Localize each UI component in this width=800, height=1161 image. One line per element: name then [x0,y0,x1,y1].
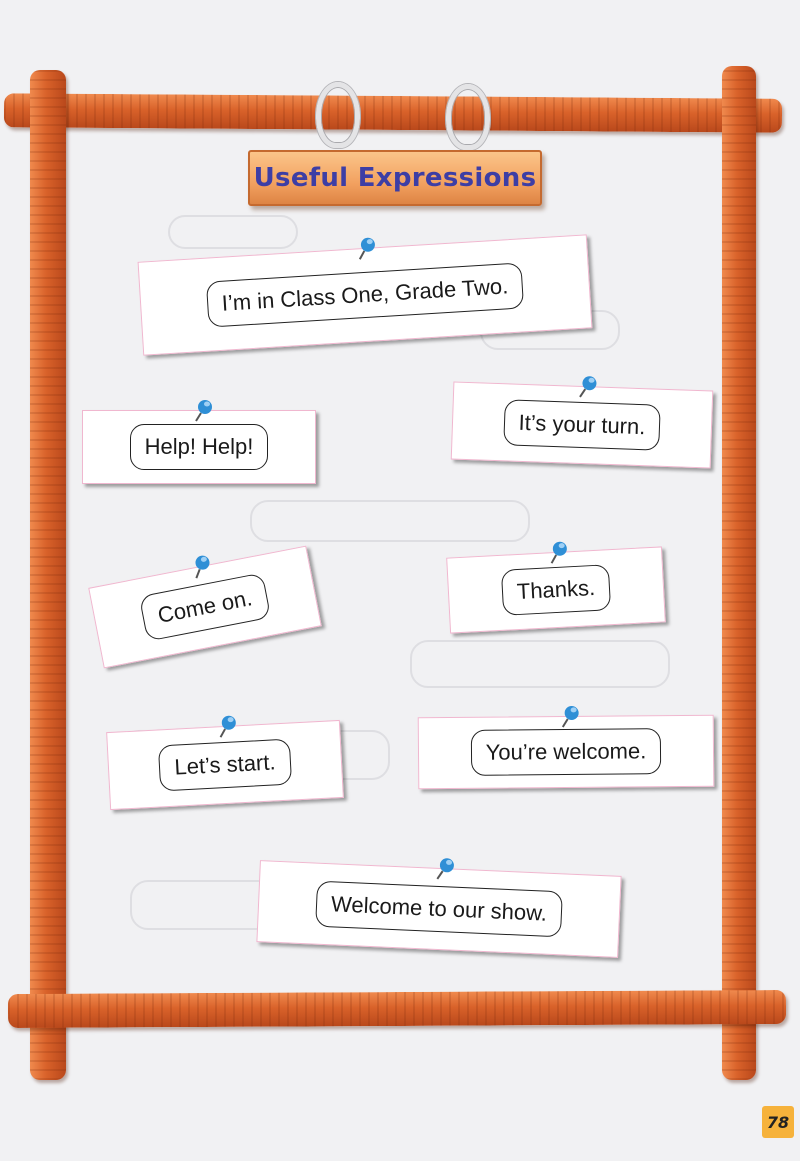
expression-card [256,860,621,958]
show-through [410,640,670,688]
expression-card [82,410,316,484]
push-pin-icon [186,548,219,581]
expression-text: It’s your turn. [503,399,661,450]
frame-bottom-beam [8,990,786,1028]
push-pin-icon [545,536,574,565]
show-through [168,215,298,249]
page-title: Useful Expressions [253,163,537,193]
expression-text: You’re welcome. [470,728,661,776]
push-pin-icon [353,232,383,262]
push-pin-icon [575,371,604,400]
frame-right-post [722,66,756,1080]
push-pin-icon [432,853,461,882]
expression-card [446,546,666,633]
expression-text: I’m in Class One, Grade Two. [205,262,524,327]
page-number: 78 [766,1112,790,1132]
expression-text: Thanks. [501,564,612,616]
expression-text: Help! Help! [130,424,269,470]
expression-card [418,715,715,790]
push-pin-icon [191,395,219,423]
show-through [250,500,530,542]
expression-text: Come on. [139,572,271,641]
page-number-badge [762,1106,794,1138]
hanging-ring-icon [446,84,490,150]
expression-text: Let’s start. [158,739,291,792]
expression-card [451,381,714,468]
title-sign [248,150,542,206]
hanging-ring-icon [316,82,360,148]
expression-text: Welcome to our show. [315,881,563,938]
frame-left-post [30,70,66,1080]
expression-card [88,546,322,669]
frame-top-beam [4,93,782,132]
push-pin-icon [558,701,586,729]
push-pin-icon [214,710,243,739]
expression-card [106,720,344,810]
